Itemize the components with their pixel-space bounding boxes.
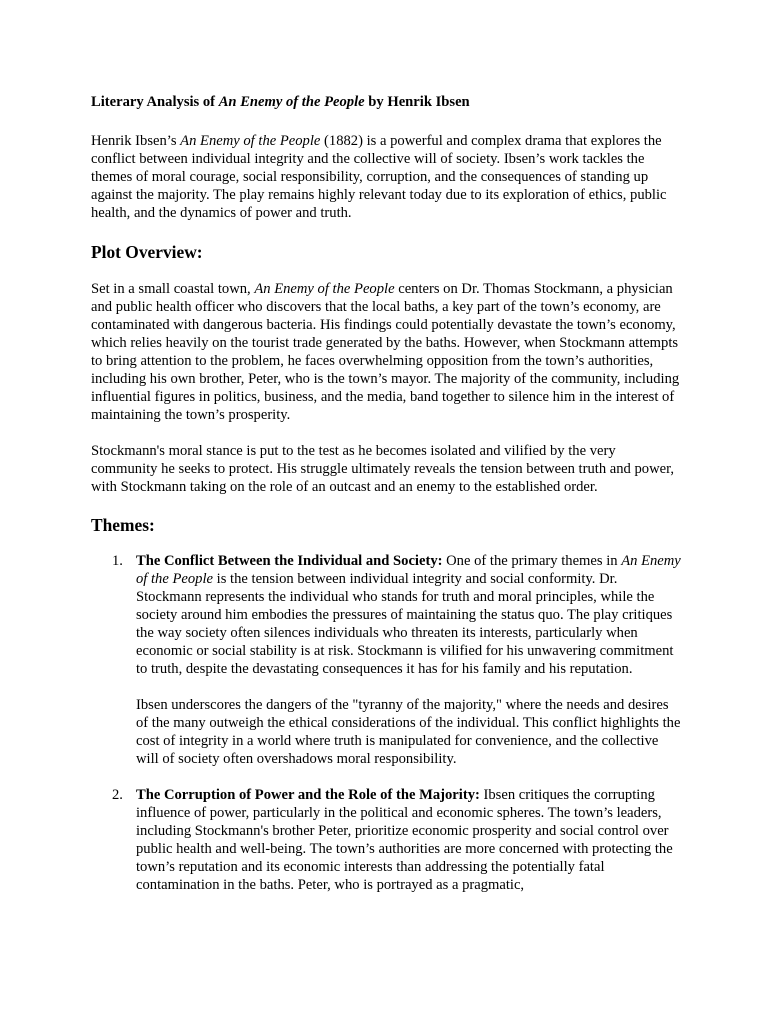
themes-heading: Themes: bbox=[91, 515, 155, 535]
themes-list bbox=[91, 552, 681, 894]
plot-paragraph-1 bbox=[91, 280, 681, 424]
document-body bbox=[91, 93, 681, 912]
title-suffix: by Henrik Ibsen bbox=[364, 94, 470, 110]
title-work: An Enemy of the People bbox=[218, 94, 365, 110]
plot-p1-work: An Enemy of the People bbox=[254, 281, 395, 297]
plot-p1-text-a: Set in a small coastal town, bbox=[91, 281, 255, 297]
theme-text-b: is the tension between individual integrity and social conformity. Dr. Stockmann represents the individual who stands for truth and moral principles, while the society around him embodies the pressures of maintaining the status quo. The play critiques the way society often silences individuals who threaten its interests, particularly when economic or social stability is at risk. Stockmann is vilified for his unwavering commitment to truth, despite the devastating consequences it has for his family and his reputation. bbox=[136, 571, 674, 677]
theme-paragraph bbox=[136, 552, 681, 678]
title-prefix: Literary Analysis of bbox=[91, 94, 219, 110]
list-item bbox=[91, 552, 681, 768]
list-number: 2. bbox=[112, 787, 123, 803]
theme-paragraph bbox=[136, 786, 681, 894]
theme-work: An Enemy of the People bbox=[136, 553, 681, 587]
theme-label: The Corruption of Power and the Role of the Majority: bbox=[136, 787, 480, 803]
intro-work: An Enemy of the People bbox=[180, 133, 321, 149]
theme-label: The Conflict Between the Individual and Society: bbox=[136, 553, 443, 569]
list-number: 1. bbox=[112, 553, 123, 569]
plot-p1-text-b: centers on Dr. Thomas Stockmann, a physician and public health officer who discovers that the local baths, a key part of the town’s economy, are contaminated with dangerous bacteria. His findings could potentially devastate the town’s economy, which relies heavily on the tourist trade generated by the baths. However, when Stockmann attempts to bring attention to the problem, he faces overwhelming opposition from the town’s authorities, including his own brother, Peter, who is the town’s mayor. The majority of the community, including influential figures in politics, business, and the media, band together to silence him in the interest of maintaining the town’s prosperity. bbox=[91, 281, 680, 423]
theme-text-a: Ibsen critiques the corrupting influence of power, particularly in the political and economic spheres. The town’s leaders, including Stockmann's brother Peter, prioritize economic prosperity and social control over public health and well-being. The town’s authorities are more concerned with protecting the town’s reputation and its economic interests than addressing the potentially fatal contamination in the baths. Peter, who is portrayed as a pragmatic, bbox=[136, 787, 673, 893]
intro-text-a: Henrik Ibsen’s bbox=[91, 133, 181, 149]
plot-paragraph-2: Stockmann's moral stance is put to the test as he becomes isolated and vilified by the very community he seeks to protect. His struggle ultimately reveals the tension between truth and power, with Stockmann taking on the role of an outcast and an enemy to the established order. bbox=[91, 443, 675, 495]
document-title bbox=[91, 93, 681, 111]
plot-heading: Plot Overview: bbox=[91, 242, 203, 262]
intro-text-b: (1882) is a powerful and complex drama that explores the conflict between individual integrity and the collective will of society. Ibsen’s work tackles the themes of moral courage, social responsibility, corruption, and the consequences of standing up against the majority. The play remains highly relevant today due to its exploration of ethics, public health, and the dynamics of power and truth. bbox=[91, 133, 667, 221]
theme-paragraph: Ibsen underscores the dangers of the "tyranny of the majority," where the needs and desires of the many outweigh the ethical considerations of the individual. This conflict highlights the cost of integrity in a world where truth is manipulated for convenience, and the collective will of society often overshadows moral responsibility. bbox=[136, 697, 681, 767]
theme-text-a: One of the primary themes in bbox=[442, 553, 622, 569]
list-item bbox=[91, 786, 681, 894]
intro-paragraph bbox=[91, 132, 681, 222]
